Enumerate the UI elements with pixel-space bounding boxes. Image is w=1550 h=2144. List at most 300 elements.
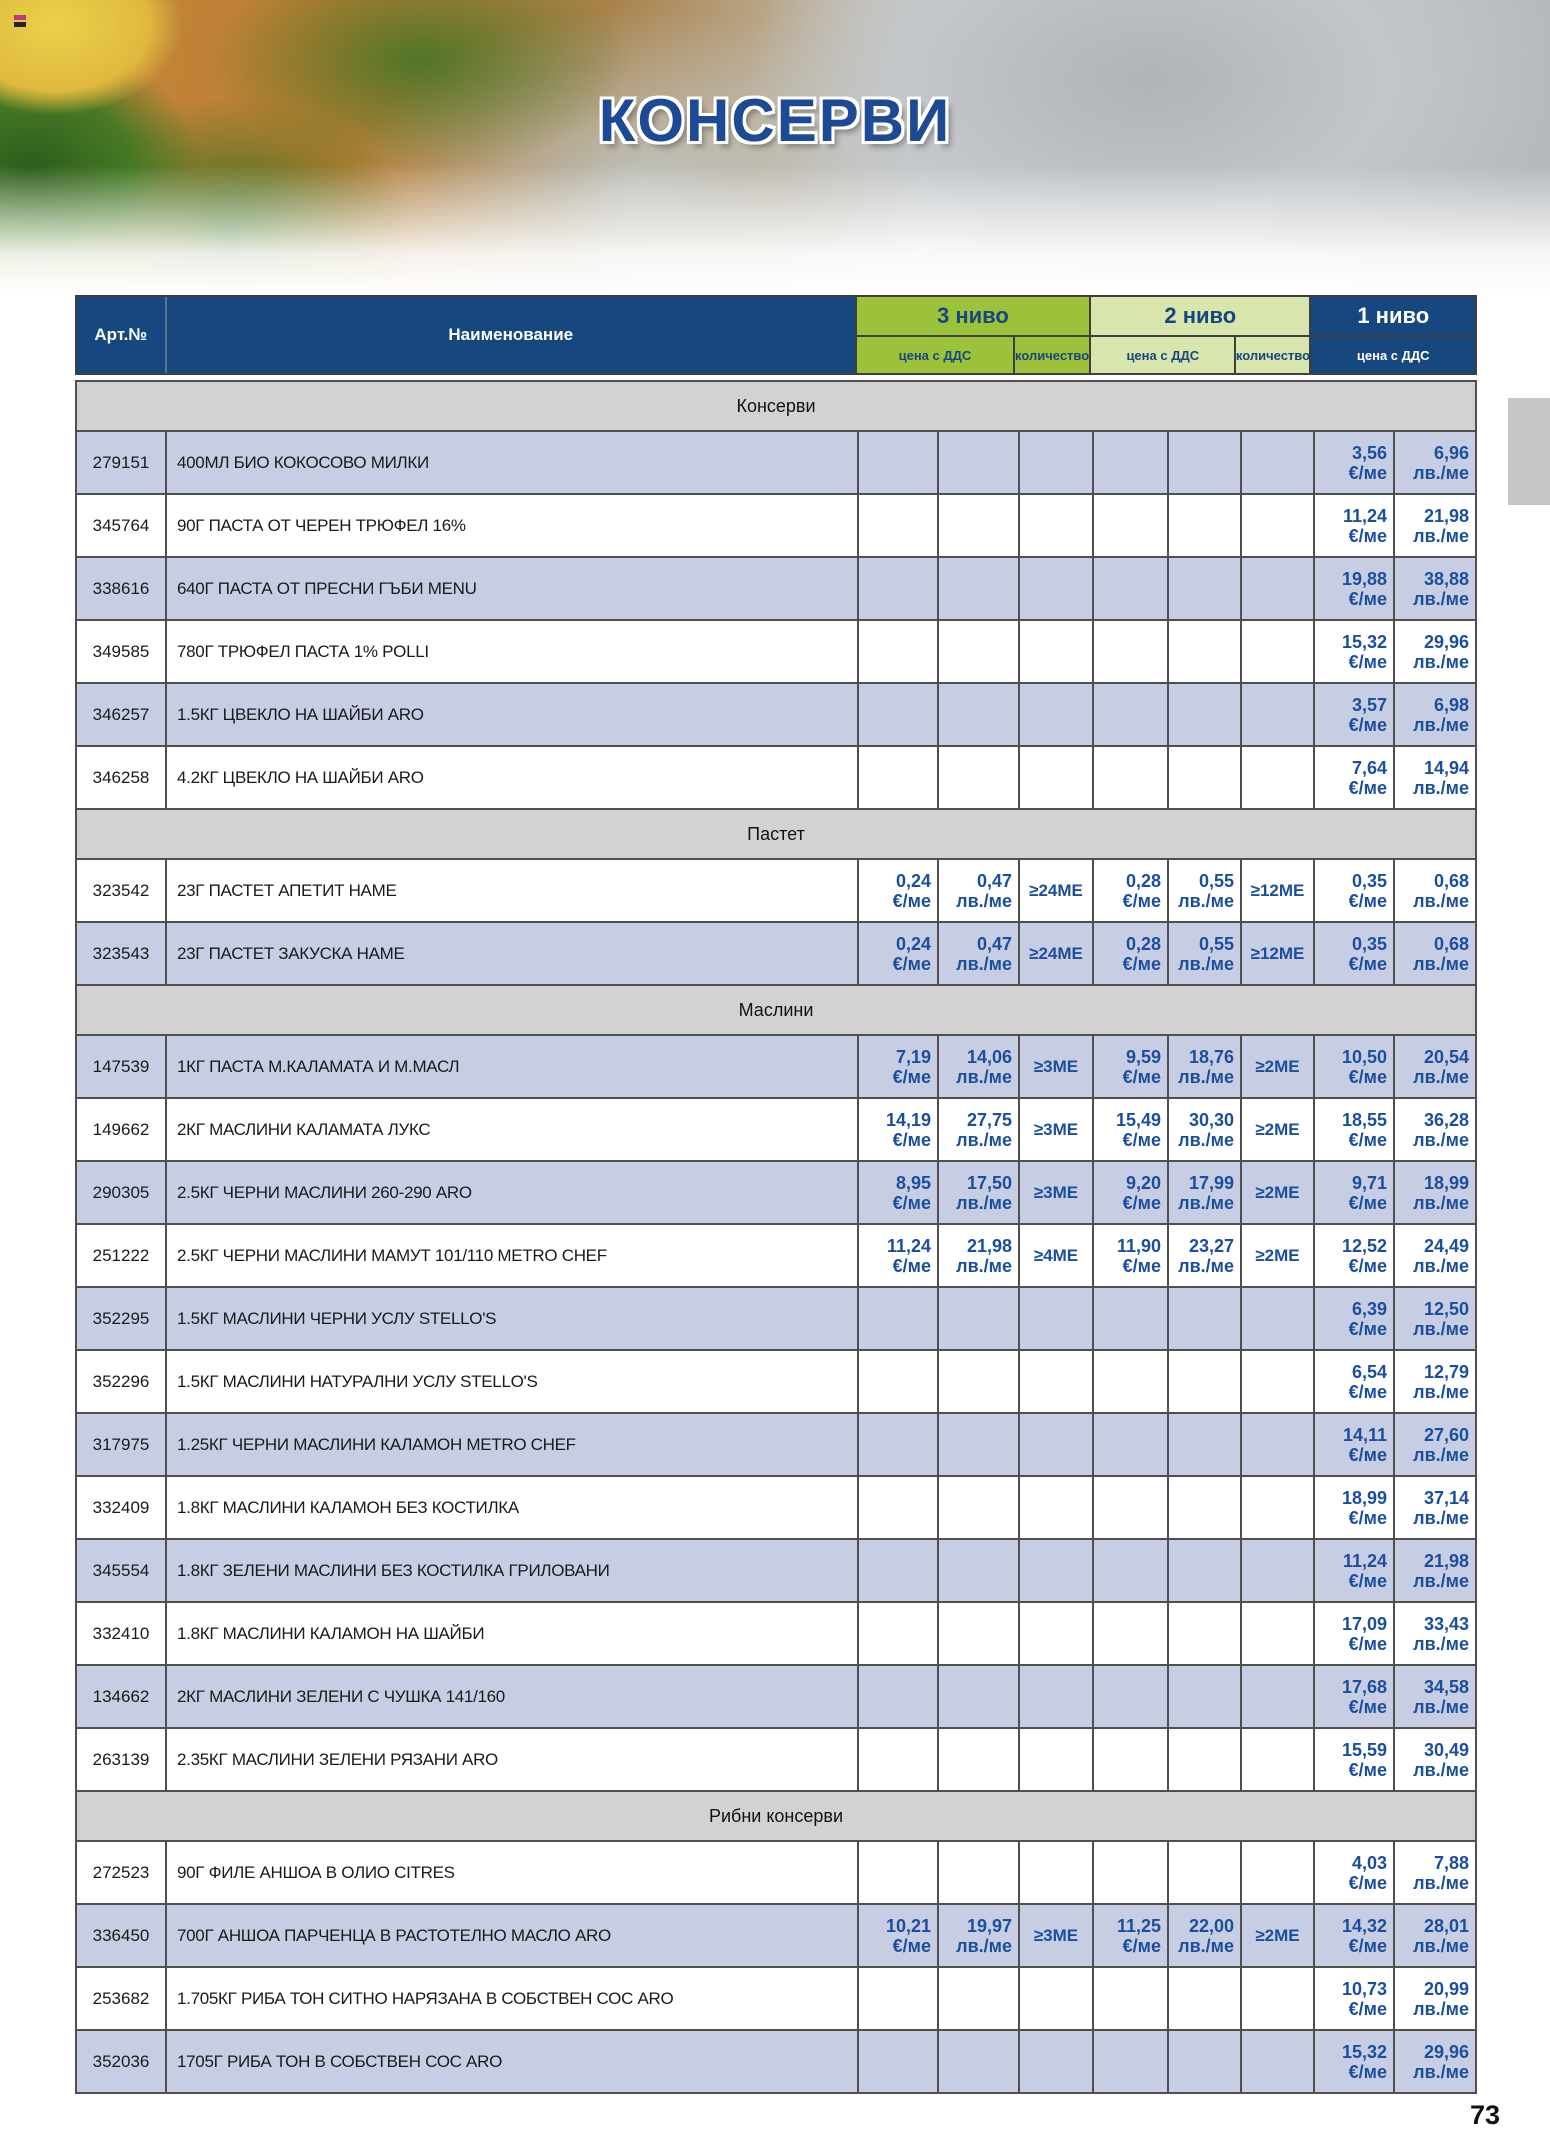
level-3-bgn-price-unit: лв./ме [956,1129,1012,1150]
level-2-bgn-price [1169,1099,1242,1160]
product-name-cell: 1.705КГ РИБА ТОН СИТНО НАРЯЗАНА В СОБСТВЕН СОС ARO [167,1968,859,2029]
level-2-eur-price [1094,923,1169,984]
level-1-bgn-price-unit: лв./ме [1413,1129,1469,1150]
art-number-cell: 317975 [77,1414,167,1475]
level-1-bgn-price [1395,2031,1475,2092]
level-1-bgn-price [1395,1968,1475,2029]
level-1-eur-price-value: 9,71 [1351,1172,1387,1193]
level-1-eur-price [1315,1905,1395,1966]
art-number-cell: 263139 [77,1729,167,1790]
level-3-bgn-price-unit: лв./ме [956,953,1012,974]
table-row [77,1036,1475,1099]
level-2-quantity [1242,923,1315,984]
level-2-bgn-price-unit: лв./ме [1178,890,1234,911]
level-1-bgn-price-value: 38,88 [1423,568,1469,589]
level-2-bgn-price-unit: лв./ме [1178,1066,1234,1087]
page-title: КОНСЕРВИ [598,87,952,154]
level-2-bgn-price [1169,860,1242,921]
level-1-bgn-price-value: 27,60 [1423,1424,1469,1445]
level-2-eur-price [1094,1603,1169,1664]
level-1-eur-price-value: 15,32 [1341,2041,1387,2062]
level-3-label: 3 ниво [937,303,1009,328]
level-3-quantity-value: ≥3МЕ [1033,1056,1079,1076]
level-2-quantity [1242,1540,1315,1601]
banner-photo [0,0,1550,295]
level-1-eur-price-value: 14,32 [1341,1915,1387,1936]
level-1-eur-price [1315,1729,1395,1790]
level-2-quantity [1242,684,1315,745]
level-2-quantity [1242,432,1315,493]
level-3-eur-price [859,621,939,682]
product-name-cell: 2.5КГ ЧЕРНИ МАСЛИНИ 260-290 ARO [167,1162,859,1223]
level-2-eur-price [1094,558,1169,619]
level-1-eur-price [1315,1351,1395,1412]
level-1-eur-price-unit: €/ме [1348,1696,1387,1717]
level-1-eur-price-unit: €/ме [1348,1066,1387,1087]
level-3-bgn-price-unit: лв./ме [956,890,1012,911]
level-3-bgn-price-value: 17,50 [966,1172,1012,1193]
level-2-bgn-price [1169,1905,1242,1966]
level-2-eur-price [1094,684,1169,745]
level-2-quantity-value: ≥2МЕ [1255,1925,1300,1945]
level-1-bgn-price [1395,1414,1475,1475]
level-2-bgn-price-value: 30,30 [1188,1109,1234,1130]
level-1-eur-price-unit: €/ме [1348,588,1387,609]
table-row [77,1351,1475,1414]
level-1-bgn-price [1395,621,1475,682]
level-3-quantity [1020,1351,1094,1412]
column-header-art: Арт.№ [77,297,167,373]
level-1-bgn-price-value: 28,01 [1423,1915,1469,1936]
level-1-bgn-price [1395,923,1475,984]
level-2-quantity [1242,1414,1315,1475]
level-3-quantity [1020,1729,1094,1790]
level-1-bgn-price [1395,495,1475,556]
level-3-bgn-price [939,1905,1020,1966]
level-2-eur-price [1094,1477,1169,1538]
level-3-quantity [1020,1099,1094,1160]
level-1-bgn-price-value: 33,43 [1423,1613,1469,1634]
level-3-quantity [1020,747,1094,808]
level-1-bgn-price [1395,747,1475,808]
level-1-bgn-price-unit: лв./ме [1413,953,1469,974]
level-1-eur-price-value: 6,39 [1351,1298,1387,1319]
page-number: 73 [1469,2100,1500,2130]
level-1-bgn-price-value: 6,98 [1433,694,1469,715]
level-1-bgn-price [1395,1905,1475,1966]
level-3-quantity-value: ≥24МЕ [1029,943,1083,963]
level-2-bgn-price [1169,495,1242,556]
level-3-eur-price-unit: €/ме [892,890,931,911]
level-2-bgn-price [1169,1288,1242,1349]
level-1-bgn-price-unit: лв./ме [1413,588,1469,609]
level-2-bgn-price [1169,1729,1242,1790]
level-3-bgn-price [939,1729,1020,1790]
art-number-cell: 149662 [77,1099,167,1160]
level-2-bgn-price-value: 0,55 [1198,933,1234,954]
level-3-bgn-price [939,923,1020,984]
level-3-quantity [1020,2031,1094,2092]
level-2-eur-price [1094,1225,1169,1286]
art-number-cell: 349585 [77,621,167,682]
level-2-quantity [1242,1099,1315,1160]
level-1-eur-price [1315,1666,1395,1727]
product-name-cell: 4.2КГ ЦВЕКЛО НА ШАЙБИ ARO [167,747,859,808]
level-2-eur-price-unit: €/ме [1122,1935,1161,1956]
product-name-cell: 90Г ПАСТА ОТ ЧЕРЕН ТРЮФЕЛ 16% [167,495,859,556]
level-1-bgn-price-value: 12,79 [1423,1361,1469,1382]
level-2-bgn-price [1169,1225,1242,1286]
table-row [77,558,1475,621]
level-1-eur-price-unit: €/ме [1348,1129,1387,1150]
level-2-quantity-value: ≥12МЕ [1250,880,1305,900]
level-3-bgn-price [939,1842,1020,1903]
table-row [77,1540,1475,1603]
level-1-bgn-price-unit: лв./ме [1413,462,1469,483]
level-3-eur-price-value: 0,24 [895,933,931,954]
level-3-quantity [1020,1968,1094,2029]
level-2-header-group [1091,297,1311,373]
level-3-bgn-price [939,684,1020,745]
level-1-eur-price-value: 12,52 [1341,1235,1387,1256]
level-1-eur-price-unit: €/ме [1348,1192,1387,1213]
level-1-eur-price-value: 11,24 [1342,1550,1387,1571]
level-1-bgn-price-value: 29,96 [1423,2041,1469,2062]
product-name-cell: 1.8КГ МАСЛИНИ КАЛАМОН НА ШАЙБИ [167,1603,859,1664]
level-2-quantity [1242,1477,1315,1538]
level-2-quantity [1242,2031,1315,2092]
level-1-eur-price-value: 0,35 [1351,870,1387,891]
level-1-eur-price-value: 10,50 [1341,1046,1387,1067]
art-number-cell: 253682 [77,1968,167,2029]
level-3-quantity [1020,1288,1094,1349]
level-3-quantity [1020,923,1094,984]
level-3-quantity [1020,1666,1094,1727]
level-2-quantity [1242,1351,1315,1412]
table-row [77,495,1475,558]
table-row [77,1288,1475,1351]
level-3-quantity [1020,1905,1094,1966]
level-3-bgn-price [939,1540,1020,1601]
level-3-bgn-price [939,2031,1020,2092]
level-1-eur-price-unit: €/ме [1348,1935,1387,1956]
level-2-quantity-value: ≥2МЕ [1255,1245,1300,1265]
table-row [77,1414,1475,1477]
level-1-bgn-price [1395,1162,1475,1223]
level-1-eur-price-value: 4,03 [1351,1852,1387,1873]
art-number-cell: 279151 [77,432,167,493]
level-2-bgn-price [1169,1666,1242,1727]
level-3-eur-price [859,558,939,619]
product-name-cell: 2КГ МАСЛИНИ ЗЕЛЕНИ С ЧУШКА 141/160 [167,1666,859,1727]
side-tab [1508,398,1550,505]
level-1-bgn-price-unit: лв./ме [1413,2061,1469,2082]
level-1-eur-price [1315,1414,1395,1475]
level-2-quantity [1242,1842,1315,1903]
level-3-quantity-value: ≥3МЕ [1033,1119,1079,1139]
level-2-bgn-price [1169,1162,1242,1223]
level-1-eur-price [1315,923,1395,984]
level-2-quantity [1242,1905,1315,1966]
level-2-eur-price-unit: €/ме [1122,1066,1161,1087]
level-3-bgn-price [939,1666,1020,1727]
level-1-eur-price-unit: €/ме [1348,1872,1387,1893]
level-2-bgn-price-value: 17,99 [1188,1172,1234,1193]
level-3-quantity [1020,621,1094,682]
level-1-eur-price-value: 18,55 [1341,1109,1387,1130]
level-1-bgn-price-value: 0,68 [1433,933,1469,954]
level-3-quantity [1020,1036,1094,1097]
level-2-eur-price-value: 9,20 [1125,1172,1161,1193]
level-3-bgn-price [939,1036,1020,1097]
product-name-cell: 23Г ПАСТЕТ ЗАКУСКА HAME [167,923,859,984]
level-2-bgn-price-unit: лв./ме [1178,1255,1234,1276]
level-1-eur-price-unit: €/ме [1348,714,1387,735]
level-2-eur-price [1094,1842,1169,1903]
level-1-bgn-price-value: 30,49 [1423,1739,1469,1760]
level-2-eur-price [1094,432,1169,493]
art-number-cell: 147539 [77,1036,167,1097]
level-3-eur-price [859,1603,939,1664]
level-2-quantity [1242,1603,1315,1664]
level-3-eur-price [859,1351,939,1412]
level-2-quantity-value: ≥2МЕ [1255,1182,1300,1202]
level-3-eur-price-unit: €/ме [892,953,931,974]
level-3-eur-price [859,1540,939,1601]
print-registration-mark [14,8,26,29]
level-1-bgn-price-unit: лв./ме [1413,1570,1469,1591]
level-3-eur-price-value: 8,95 [895,1172,931,1193]
product-name-cell: 400МЛ БИО КОКОСОВО МИЛКИ [167,432,859,493]
level-2-eur-price [1094,860,1169,921]
level-3-bgn-price [939,1225,1020,1286]
level-1-bgn-price-unit: лв./ме [1413,651,1469,672]
table-row [77,1905,1475,1968]
level-2-eur-price [1094,747,1169,808]
level-1-bgn-price [1395,1603,1475,1664]
level-2-bgn-price-unit: лв./ме [1178,1129,1234,1150]
level-3-bgn-price [939,747,1020,808]
level-3-eur-price [859,1414,939,1475]
level-2-bgn-price [1169,684,1242,745]
level-3-eur-price [859,1099,939,1160]
level-2-eur-price [1094,621,1169,682]
level-1-eur-price-value: 19,88 [1341,568,1387,589]
level-1-bgn-price [1395,1036,1475,1097]
level-3-eur-price [859,495,939,556]
level-1-eur-price-value: 6,54 [1351,1361,1387,1382]
level-2-quantity [1242,495,1315,556]
level-2-quantity-value: ≥2МЕ [1255,1056,1300,1076]
level-2-eur-price [1094,1414,1169,1475]
level-3-quantity-value: ≥3МЕ [1033,1925,1079,1945]
level-3-bgn-price-unit: лв./ме [956,1935,1012,1956]
level-2-quantity-value: ≥2МЕ [1255,1119,1300,1139]
art-number-cell: 352296 [77,1351,167,1412]
level-2-qty-header: количество [1235,347,1311,363]
art-number-cell: 352036 [77,2031,167,2092]
table-row [77,684,1475,747]
level-1-label: 1 ниво [1357,303,1430,328]
art-number-cell: 290305 [77,1162,167,1223]
art-number-cell: 323543 [77,923,167,984]
level-1-eur-price-value: 17,09 [1341,1613,1387,1634]
product-name-cell: 700Г АНШОА ПАРЧЕНЦА В РАСТОТЕЛНО МАСЛО ARO [167,1905,859,1966]
level-1-bgn-price-unit: лв./ме [1413,1998,1469,2019]
level-3-eur-price-value: 0,24 [895,870,931,891]
level-2-label: 2 ниво [1164,303,1237,328]
level-3-eur-price [859,432,939,493]
level-3-bgn-price-value: 21,98 [966,1235,1012,1256]
level-2-bgn-price [1169,1414,1242,1475]
level-3-bgn-price [939,1968,1020,2029]
level-1-bgn-price-unit: лв./ме [1413,1444,1469,1465]
level-3-quantity [1020,684,1094,745]
table-row [77,1477,1475,1540]
level-2-quantity [1242,1666,1315,1727]
level-1-header-group [1311,297,1475,373]
level-3-quantity [1020,1603,1094,1664]
table-row [77,1603,1475,1666]
level-3-price-header: цена с ДДС [857,337,1015,373]
level-3-quantity [1020,1225,1094,1286]
level-1-eur-price [1315,1162,1395,1223]
level-3-quantity [1020,1414,1094,1475]
level-2-bgn-price [1169,621,1242,682]
art-number-cell: 338616 [77,558,167,619]
level-2-quantity-value: ≥12МЕ [1250,943,1305,963]
level-1-eur-price-unit: €/ме [1348,1633,1387,1654]
column-header-name: Наименование [167,297,857,373]
art-number-cell: 251222 [77,1225,167,1286]
level-1-eur-price-value: 3,57 [1351,694,1387,715]
art-number-cell: 332409 [77,1477,167,1538]
level-1-bgn-price-unit: лв./ме [1413,525,1469,546]
product-name-cell: 1.5КГ ЦВЕКЛО НА ШАЙБИ ARO [167,684,859,745]
level-1-eur-price [1315,1842,1395,1903]
level-3-quantity [1020,1842,1094,1903]
level-2-eur-price-unit: €/ме [1122,1255,1161,1276]
level-2-eur-price-value: 15,49 [1115,1109,1161,1130]
level-1-eur-price [1315,495,1395,556]
section-header: Пастет [77,810,1475,860]
level-2-eur-price [1094,1162,1169,1223]
level-1-price-header: цена с ДДС [1356,347,1430,363]
level-1-bgn-price-unit: лв./ме [1413,1192,1469,1213]
level-1-eur-price-value: 15,59 [1341,1739,1387,1760]
product-name-cell: 23Г ПАСТЕТ АПЕТИТ HAME [167,860,859,921]
level-3-quantity [1020,1477,1094,1538]
level-3-bgn-price [939,1351,1020,1412]
level-1-bgn-price [1395,860,1475,921]
level-3-bgn-price-value: 27,75 [966,1109,1012,1130]
level-2-eur-price [1094,1351,1169,1412]
art-number-cell: 352295 [77,1288,167,1349]
level-1-bgn-price [1395,1842,1475,1903]
level-3-eur-price-value: 11,24 [886,1235,931,1256]
level-1-eur-price-value: 18,99 [1341,1487,1387,1508]
level-3-bgn-price [939,432,1020,493]
art-number-cell: 346257 [77,684,167,745]
level-1-bgn-price-value: 0,68 [1433,870,1469,891]
price-table [75,295,1477,2094]
level-1-eur-price [1315,1288,1395,1349]
level-1-bgn-price-value: 29,96 [1423,631,1469,652]
level-2-bgn-price [1169,2031,1242,2092]
level-1-eur-price [1315,2031,1395,2092]
table-row [77,1968,1475,2031]
level-3-bgn-price-value: 14,06 [966,1046,1012,1067]
level-1-eur-price [1315,558,1395,619]
level-3-eur-price [859,1968,939,2029]
level-1-eur-price-value: 10,73 [1341,1978,1387,1999]
level-3-eur-price [859,1225,939,1286]
level-3-bgn-price [939,621,1020,682]
level-3-eur-price [859,1162,939,1223]
level-1-eur-price [1315,860,1395,921]
level-2-eur-price [1094,495,1169,556]
level-1-eur-price-unit: €/ме [1348,777,1387,798]
level-1-bgn-price [1395,1099,1475,1160]
product-name-cell: 1705Г РИБА ТОН В СОБСТВЕН СОС ARO [167,2031,859,2092]
level-1-bgn-price [1395,1477,1475,1538]
level-3-quantity-value: ≥3МЕ [1033,1182,1079,1202]
level-1-bgn-price-value: 12,50 [1423,1298,1469,1319]
product-name-cell: 90Г ФИЛЕ АНШОА В ОЛИО CITRES [167,1842,859,1903]
level-1-eur-price [1315,621,1395,682]
level-1-bgn-price-unit: лв./ме [1413,1255,1469,1276]
level-3-bgn-price-unit: лв./ме [956,1066,1012,1087]
level-1-bgn-price [1395,432,1475,493]
level-3-eur-price [859,1666,939,1727]
level-1-bgn-price-unit: лв./ме [1413,1381,1469,1402]
level-2-quantity [1242,1225,1315,1286]
level-2-bgn-price [1169,1477,1242,1538]
level-3-quantity-value: ≥4МЕ [1033,1245,1079,1265]
level-1-eur-price [1315,1968,1395,2029]
level-3-eur-price [859,1729,939,1790]
level-1-bgn-price [1395,558,1475,619]
level-1-bgn-price [1395,684,1475,745]
level-3-bgn-price-unit: лв./ме [956,1255,1012,1276]
product-name-cell: 1.8КГ ЗЕЛЕНИ МАСЛИНИ БЕЗ КОСТИЛКА ГРИЛОВАНИ [167,1540,859,1601]
level-1-eur-price-unit: €/ме [1348,953,1387,974]
level-2-eur-price-unit: €/ме [1122,890,1161,911]
level-1-eur-price-value: 15,32 [1341,631,1387,652]
table-row [77,860,1475,923]
art-number-cell: 345764 [77,495,167,556]
level-3-eur-price [859,1477,939,1538]
level-2-bgn-price [1169,558,1242,619]
level-2-eur-price-unit: €/ме [1122,953,1161,974]
level-3-eur-price [859,684,939,745]
level-1-eur-price-unit: €/ме [1348,1255,1387,1276]
art-number-cell: 346258 [77,747,167,808]
table-row [77,1729,1475,1792]
level-2-price-header: цена с ДДС [1091,337,1236,373]
level-2-bgn-price-unit: лв./ме [1178,1192,1234,1213]
level-2-eur-price [1094,1968,1169,2029]
level-3-header-group [857,297,1091,373]
level-1-eur-price-unit: €/ме [1348,1570,1387,1591]
level-1-eur-price [1315,1540,1395,1601]
level-1-bgn-price-unit: лв./ме [1413,1872,1469,1893]
level-1-bgn-price [1395,1729,1475,1790]
level-2-bgn-price [1169,1036,1242,1097]
level-3-bgn-price [939,495,1020,556]
level-3-eur-price [859,1036,939,1097]
level-1-eur-price-unit: €/ме [1348,525,1387,546]
